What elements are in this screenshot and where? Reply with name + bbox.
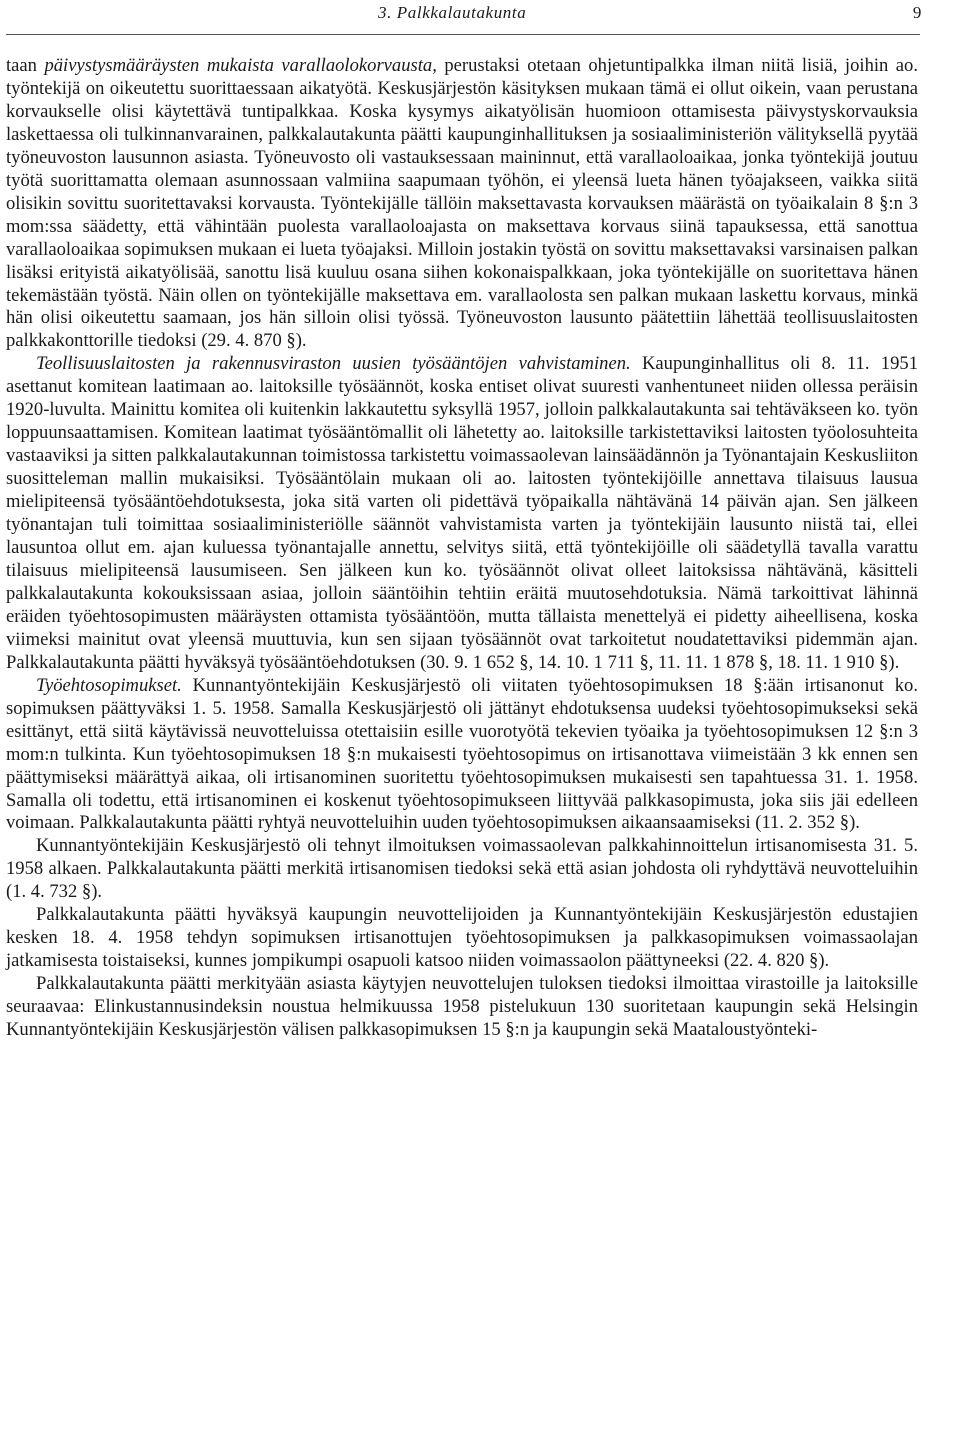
paragraph [6,904,918,973]
text-run: Kaupunginhallitus oli 8. 11. 1951 asettanut komitean laatimaan ao. laitoksille työsäännöt, koska entiset olivat suuresti vanhentuneet niiden ollessa peräisin 1920-luvulta. Mainittu komitea oli kuitenkin lakkautettu syksyllä 1957, jolloin palkkalautakunta sai tehtäväkseen ko. työn loppuunsaattamisen. Komitean laatimat työsääntömallit oli lähetetty ao. laitoksille tarkistettaviksi laitosten työolosuhteita vastaaviksi ja sitten palkkalautakunnan toimistossa tarkistettu voimassaolevan lainsäädännön ja Työnantajain Keskusliiton suositteleman mallin mukaisiksi. Työsääntölain mukaan oli ao. laitosten työntekijöille annettava tilaisuus lausua mielipiteensä työsääntöehdotuksesta, joka sitä varten oli pidettävä työpaikalla nähtävänä 14 päivän ajan. Sen jälkeen työnantajan tuli toimittaa sosiaaliministeriölle säännöt vahvistamista varten ja työntekijäin lausunto niistä tai, ellei lausuntoa ollut em. ajan kuluessa työnantajalle annettu, selvitys siitä, että työntekijöille oli säädetyllä tavalla varattu tilaisuus mielipiteensä lausumiseen. Sen jälkeen kun ko. työsäännöt olivat olleet laitoksissa nähtävänä, käsitteli palkkalautakunta kokouksissaan asiaa, jolloin sääntöihin tehtiin eräitä muutosehdotuksia. Nämä tarkoittivat lähinnä eräiden työehtosopimusten määräysten ottamista työsääntöön, mutta tällaista menettelyä ei pidetty aiheellisena, koska viimeksi mainitut ovat yleensä muuttuvia, kun sen sijaan työsäännöt ovat tarkoitetut noudatettaviksi pidemmän ajan. Palkkalautakunta päätti hyväksyä työsääntöehdotuksen (30. 9. 1 652 §, 14. 10. 1 711 §, 11. 11. 1 878 §, 18. 11. 1 910 §). [6,353,918,673]
paragraph [6,973,918,1042]
running-header [6,0,922,30]
header-rule [6,34,920,35]
body-text [6,55,918,1042]
section-heading: Teollisuuslaitosten ja rakennusviraston uusien työsääntöjen vahvistaminen. [36,353,631,375]
text-run: Palkkalautakunta päätti hyväksyä kaupungin neuvottelijoiden ja Kunnantyöntekijäin Keskusjärjestön edustajien kesken 18. 4. 1958 tehdyn sopimuksen irtisanottujen työehtosopimuksen ja palkkasopimuksen voimassaolajan jatkamisesta toistaiseksi, kunnes jompikumpi osapuoli katsoo niiden voimassaolon päättyneeksi (22. 4. 820 §). [6,904,918,972]
document-page [6,0,922,1041]
paragraph [6,835,918,904]
text-run: Palkkalautakunta päätti merkityään asiasta käytyjen neuvottelujen tuloksen tiedoksi ilmoittaa virastoille ja laitoksille seuraavaa: Elinkustannusindeksin noustua helmikuussa 1958 pistelukuun 130 suoritetaan kaupungin sekä Helsingin Kunnantyöntekijäin Keskusjärjestön välisen palkkasopimuksen 15 §:n ja kaupungin sekä Maataloustyönteki- [6,973,918,1041]
page-number: 9 [912,3,922,22]
section-heading: Työehtosopimukset. [36,674,182,696]
text-run: taan [6,55,45,76]
paragraph [6,353,918,674]
paragraph [6,675,918,836]
italic-run: päivystysmääräysten mukaista varallaolokorvausta, [44,55,437,76]
paragraph [6,55,918,353]
text-run: Kunnantyöntekijäin Keskusjärjestö oli tehnyt ilmoituksen voimassaolevan palkkahinnoittelun irtisanomisesta 31. 5. 1958 alkaen. Palkkalautakunta päätti merkitä irtisanomisen tiedoksi sekä että asian johdosta oli ryhdyttävä neuvotteluihin (1. 4. 732 §). [6,835,918,903]
text-run: perustaksi otetaan ohjetuntipalkka ilman niitä lisiä, joihin ao. työntekijä on oikeutettu suorittaessaan aikatyötä. Keskusjärjestön käsityksen mukaan tämä ei ollut oikein, vaan perustana korvaukselle olisi käytettävä tuntipalkkaa. Koska kysymys aikatyölisän huomioon ottamisesta päivystyskorvauksia laskettaessa oli tulkinnanvarainen, palkkalautakunta päätti kaupunginhallituksen ja sosiaaliministeriön välityksellä pyytää työneuvoston lausunnon asiasta. Työneuvosto oli vastauksessaan maininnut, että varallaoloaikaa, jonka työntekijä joutuu työtä suorittamatta olemaan asunnossaan valmiina saapumaan työhön, ei yleensä lueta hänen työajakseen, vaikka siitä olisikin sovittu suoritettavaksi korvausta. Työntekijälle tällöin maksettavasta korvauksen määrästä on työaikalain 8 §:n 3 mom:ssa säädetty, että vähintään puolesta varallaoloajasta on maksettava korvaus siinä tapauksessa, että sanottua varallaoloaikaa sopimuksen mukaan ei lueta työajaksi. Milloin jostakin työstä on sovittu maksettavaksi varsinaisen palkan lisäksi erityistä aikatyölisää, sanottu lisä kuuluu osana siihen kokonaispalkkaan, joka työntekijälle on suoritettava hänen tekemästään työstä. Näin ollen on työntekijälle maksettava em. varallaolosta sen palkan mukaan laskettu korvaus, minkä hän olisi oikeutettu saamaan, jos hän silloin olisi työssä. Työneuvoston lausunto päätettiin lähettää teollisuuslaitosten palkkakonttorille tiedoksi (29. 4. 870 §). [6,55,918,352]
chapter-title: 3. Palkkalautakunta [378,3,527,22]
text-run: Kunnantyöntekijäin Keskusjärjestö oli viitaten työehtosopimuksen 18 §:ään irtisanonut ko. sopimuksen päättyväksi 1. 5. 1958. Samalla Keskusjärjestö oli jättänyt ehdotuksensa uudeksi työehtosopimukseksi sekä esittänyt, että siitä käytävissä neuvotteluissa otettaisiin esille vuorotyötä tekevien työaika ja työehtosopimuksen 12 §:n 3 mom:n tulkinta. Kun työehtosopimuksen 18 §:n mukaisesti työehtosopimus on irtisanottava viimeistään 3 kk ennen sen päättymiseksi määrättyä aikaa, oli irtisanominen suoritettu työehtosopimuksen mukaisesti sen tapahtuessa 31. 1. 1958. Samalla oli todettu, että irtisanominen ei koskenut työehtosopimukseen liittyvää palkkasopimusta, joka siis jäi edelleen voimaan. Palkkalautakunta päätti ryhtyä neuvotteluihin uuden työehtosopimuksen aikaansaamiseksi (11. 2. 352 §). [6,674,918,834]
